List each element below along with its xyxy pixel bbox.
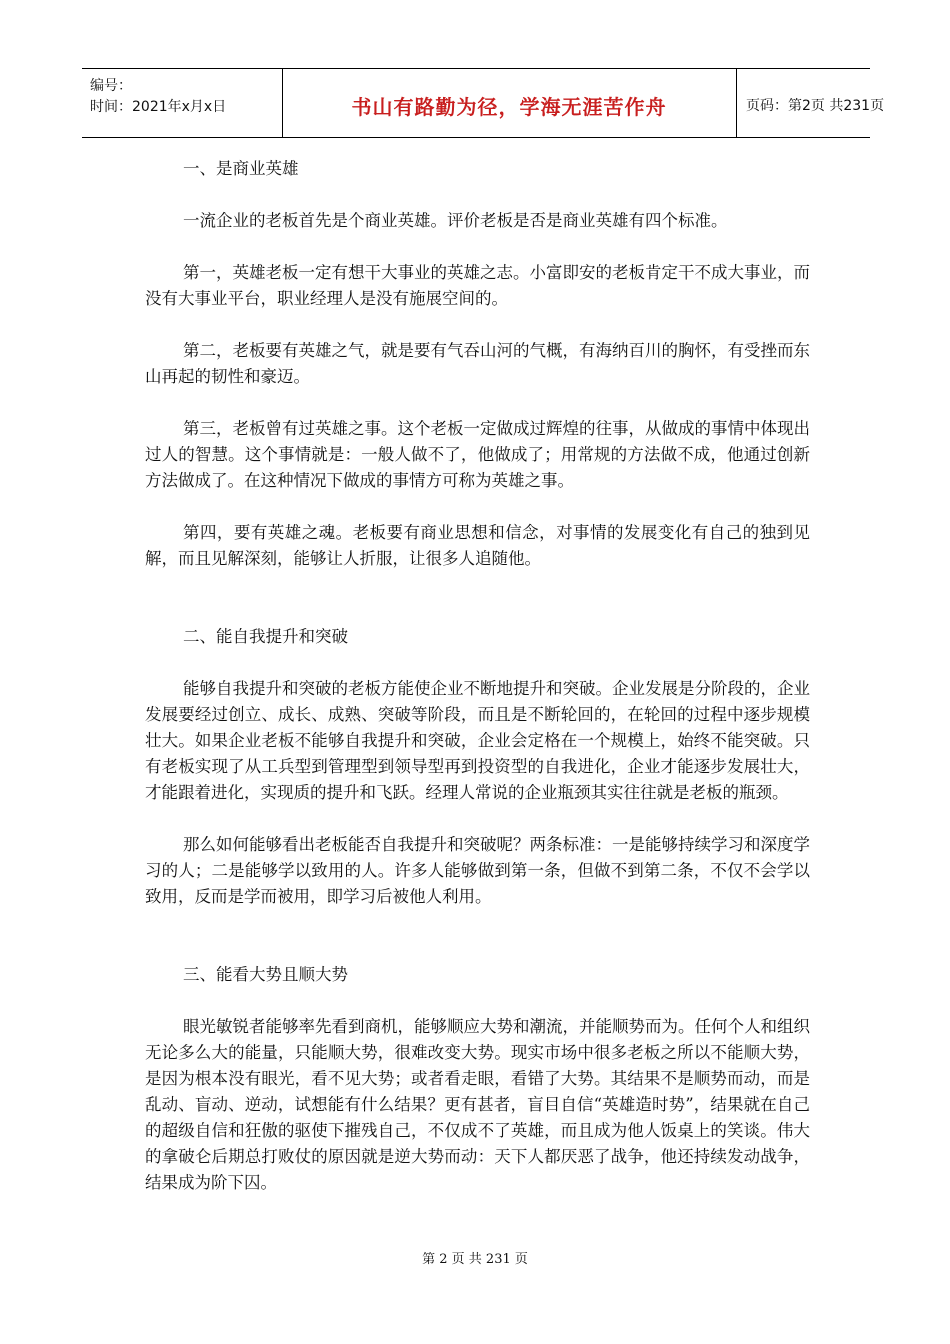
spacer xyxy=(145,598,810,624)
paragraph: 能够自我提升和突破的老板方能使企业不断地提升和突破。企业发展是分阶段的，企业发展要经过创立、成长、成熟、突破等阶段，而且是不断轮回的，在轮回的过程中逐步规模壮大。如果企业老板不能够自我提升和突破，企业会定格在一个规模上，始终不能突破。只有老板实现了从工兵型到管理型到领导型再到投资型的自我进化，企业才能逐步发展壮大，才能跟着进化，实现质的提升和飞跃。经理人常说的企业瓶颈其实往往就是老板的瓶颈。 xyxy=(145,679,810,802)
paragraph: 第四，要有英雄之魂。老板要有商业思想和信念，对事情的发展变化有自己的独到见解，而且见解深刻，能够让人折服，让很多人追随他。 xyxy=(145,523,810,568)
document-body xyxy=(145,156,810,1222)
header-motto-cell xyxy=(282,69,737,137)
page-code: 页码：第2页 共231页 xyxy=(746,98,885,114)
motto-text: 书山有路勤为径，学海无涯苦作舟 xyxy=(351,95,667,119)
number-label: 编号： xyxy=(90,78,132,94)
paragraph: 一流企业的老板首先是个商业英雄。评价老板是否是商业英雄有四个标准。 xyxy=(183,211,728,230)
paragraph: 眼光敏锐者能够率先看到商机，能够顺应大势和潮流，并能顺势而为。任何个人和组织无论多么大的能量，只能顺大势，很难改变大势。现实市场中很多老板之所以不能顺大势，是因为根本没有眼光，看不见大势；或者看走眼，看错了大势。其结果不是顺势而动，而是乱动、盲动、逆动，试想能有什么结果？更有甚者，盲目自信“英雄造时势”，结果就在自己的超级自信和狂傲的驱使下摧残自己，不仅成不了英雄，而且成为他人饭桌上的笑谈。伟大的拿破仑后期总打败仗的原因就是逆大势而动：天下人都厌恶了战争，他还持续发动战争，结果成为阶下囚。 xyxy=(145,1017,810,1192)
header-meta-cell xyxy=(82,69,283,137)
spacer xyxy=(145,936,810,962)
section-heading: 二、能自我提升和突破 xyxy=(183,627,348,646)
section-heading: 一、是商业英雄 xyxy=(183,159,299,178)
paragraph: 那么如何能够看出老板能否自我提升和突破呢？两条标准：一是能够持续学习和深度学习的人；二是能够学以致用的人。许多人能够做到第一条，但做不到第二条，不仅不会学以致用，反而是学而被用，即学习后被他人利用。 xyxy=(145,835,810,906)
document-header xyxy=(82,68,885,138)
page-footer: 第 2 页 共 231 页 xyxy=(422,1252,528,1267)
date-label: 时间：2021年x月x日 xyxy=(90,99,227,115)
paragraph: 第一，英雄老板一定有想干大事业的英雄之志。小富即安的老板肯定干不成大事业，而没有大事业平台，职业经理人是没有施展空间的。 xyxy=(145,263,810,308)
section-heading: 三、能看大势且顺大势 xyxy=(183,965,348,984)
paragraph: 第三，老板曾有过英雄之事。这个老板一定做成过辉煌的往事，从做成的事情中体现出过人的智慧。这个事情就是：一般人做不了，他做成了；用常规的方法做不成，他通过创新方法做成了。在这种情况下做成的事情方可称为英雄之事。 xyxy=(145,419,810,490)
header-page-cell xyxy=(736,69,885,137)
paragraph: 第二，老板要有英雄之气，就是要有气吞山河的气概，有海纳百川的胸怀，有受挫而东山再起的韧性和豪迈。 xyxy=(145,341,810,386)
